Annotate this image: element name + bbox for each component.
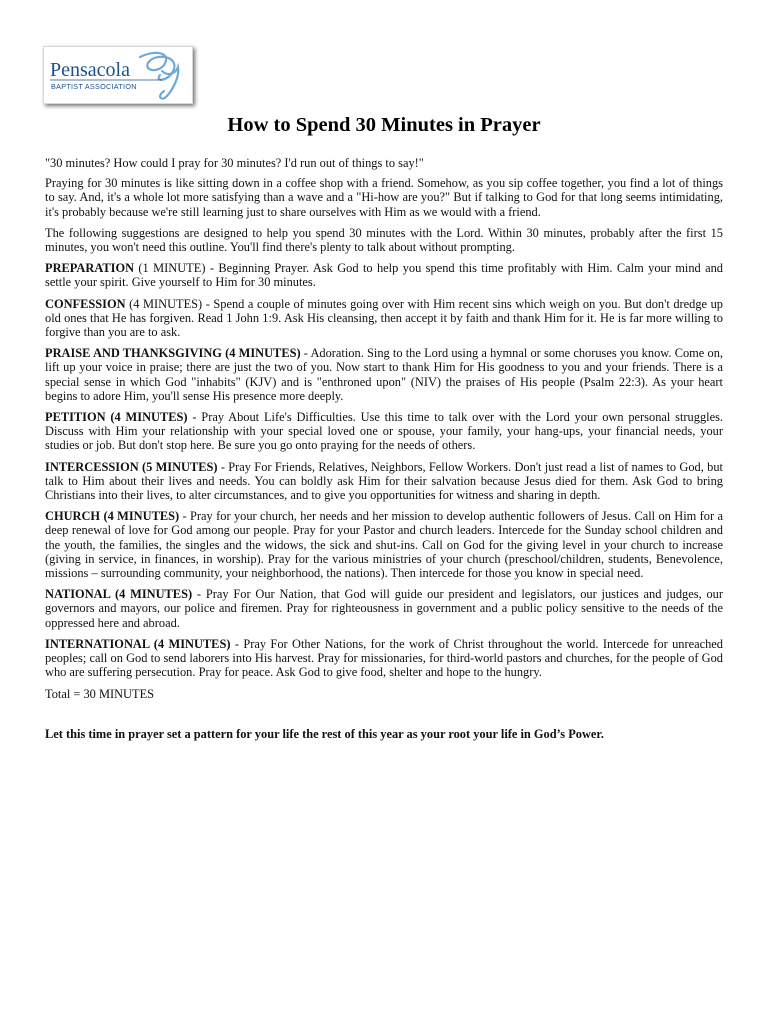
section-heading: INTERNATIONAL (4 MINUTES) [45,636,231,651]
logo-graphic [44,47,192,103]
section-body: - Pray For Other Nations, for the work of Christ throughout the world. Intercede for unreached peoples; call on God to send laborers into His harvest. Pray for missionaries, for third-world pastors and churches, for the people of God who are suffering persecution. Pray for peace. Ask God to give food, shelter and hope to the hungry. [45,636,724,680]
section-duration: (4 MINUTES) [125,296,203,311]
section-national [45,587,723,630]
section-body: - Pray For Our Nation, that God will guide our president and legislators, our justices and judges, our governors and mayors, our police and firemen. Pray for righteousness in government and a public policy sensitive to the needs of the oppressed here and abroad. [45,587,724,630]
intro-quote: "30 minutes? How could I pray for 30 minutes? I'd run out of things to say!" [45,156,424,170]
intro-paragraph-1: Praying for 30 minutes is like sitting down in a coffee shop with a friend. Somehow, as you sip coffee together, you find a lot of things to say. And, it's a whole lot more satisfying than a wave and a "Hi-how are you?" But if talking to God for that long seems intimidating, it's probably because we're still learning just to share ourselves with Him as we would with a friend. [45,176,723,219]
section-heading: INTERCESSION (5 MINUTES) [45,459,218,474]
section-body: - Pray For Friends, Relatives, Neighbors, Fellow Workers. Don't just read a list of names to God, but talk to Him about their lives and needs. You can boldly ask Him for their salvation because Jesus died for them. Ask God to bring Christians into their lives, to alter circumstances, and to give you opportunities for witness and sharing in depth. [45,459,723,503]
section-body: - Adoration. Sing to the Lord using a hymnal or some choruses you know. Come on, lift up your voice in praise; there are just the two of you. Now start to thank Him for His goodness to you and your friends. There is a special sense in which God "inhabits" (KJV) and is "enthroned upon" (NIV) the praises of His people (Psalm 22:3). As your heart begins to adore Him, you'll sense His presence more deeply. [45,346,723,403]
section-body: - Pray About Life's Difficulties. Use this time to talk over with the Lord your own personal struggles. Discuss with Him your relationship with your special loved one or spouse, your family, your hang-ups, your financial needs, your studies or job. But don't stop here. Be sure you go onto praying for the needs of others. [45,410,723,453]
section-heading: PRAISE AND THANKSGIVING (4 MINUTES) [45,346,301,361]
intro-paragraph-2: The following suggestions are designed to help you spend 30 minutes with the Lord. Within 30 minutes, probably after the first 15 minutes, you won't need this outline. You'll find there's plenty to talk about without prompting. [45,225,723,255]
section-church [45,509,723,580]
section-intercession [45,460,723,503]
section-heading: PETITION (4 MINUTES) [45,410,188,425]
closing-statement: Let this time in prayer set a pattern for your life the rest of this year as your root your life in God’s Power. [45,726,604,741]
section-body: - Pray for your church, her needs and her mission to develop authentic followers of Jesus. Call on Him for a deep renewal of love for God among our people. Pray for your Pastor and church leaders. Intercede for the Sunday school children and the youth, the families, the singles and the widows, the sick and shut-ins. Call on God for the giving level in your church to increase (giving in service, in finances, in worship). Pray for the various ministries of your church (preschool/children, students, Benevolence, missions – surrounding community, your neighborhood, the nations). Then intercede for those you know in special need. [45,509,723,581]
pensacola-bay-logo [43,46,193,104]
logo-word-pensacola: Pensacola [50,59,130,81]
section-confession [45,297,723,340]
section-preparation [45,261,723,289]
section-duration: (1 MINUTE) [134,261,206,276]
section-international [45,637,723,680]
section-heading: PREPARATION [45,261,135,276]
logo-word-baptist-association: BAPTIST ASSOCIATION [51,82,137,91]
section-heading: CHURCH (4 MINUTES) [45,509,180,524]
section-body: - Spend a couple of minutes going over with Him recent sins which weigh on you. But don't dredge up old ones that He has forgiven. Read 1 John 1:9. Ask His cleansing, then accept it by faith and thank Him for it. He is far more willing to forgive than you are to ask. [45,296,723,340]
page-title: How to Spend 30 Minutes in Prayer [227,114,541,136]
section-heading: NATIONAL (4 MINUTES) [45,587,193,602]
section-praise-thanksgiving [45,346,723,403]
document-body [45,156,723,748]
section-body: - Beginning Prayer. Ask God to help you spend this time profitably with Him. Calm your mind and settle your spirit. Give yourself to Him for 30 minutes. [45,261,723,290]
total-line: Total = 30 MINUTES [45,686,155,701]
section-heading: CONFESSION [45,296,126,311]
section-petition [45,410,723,453]
